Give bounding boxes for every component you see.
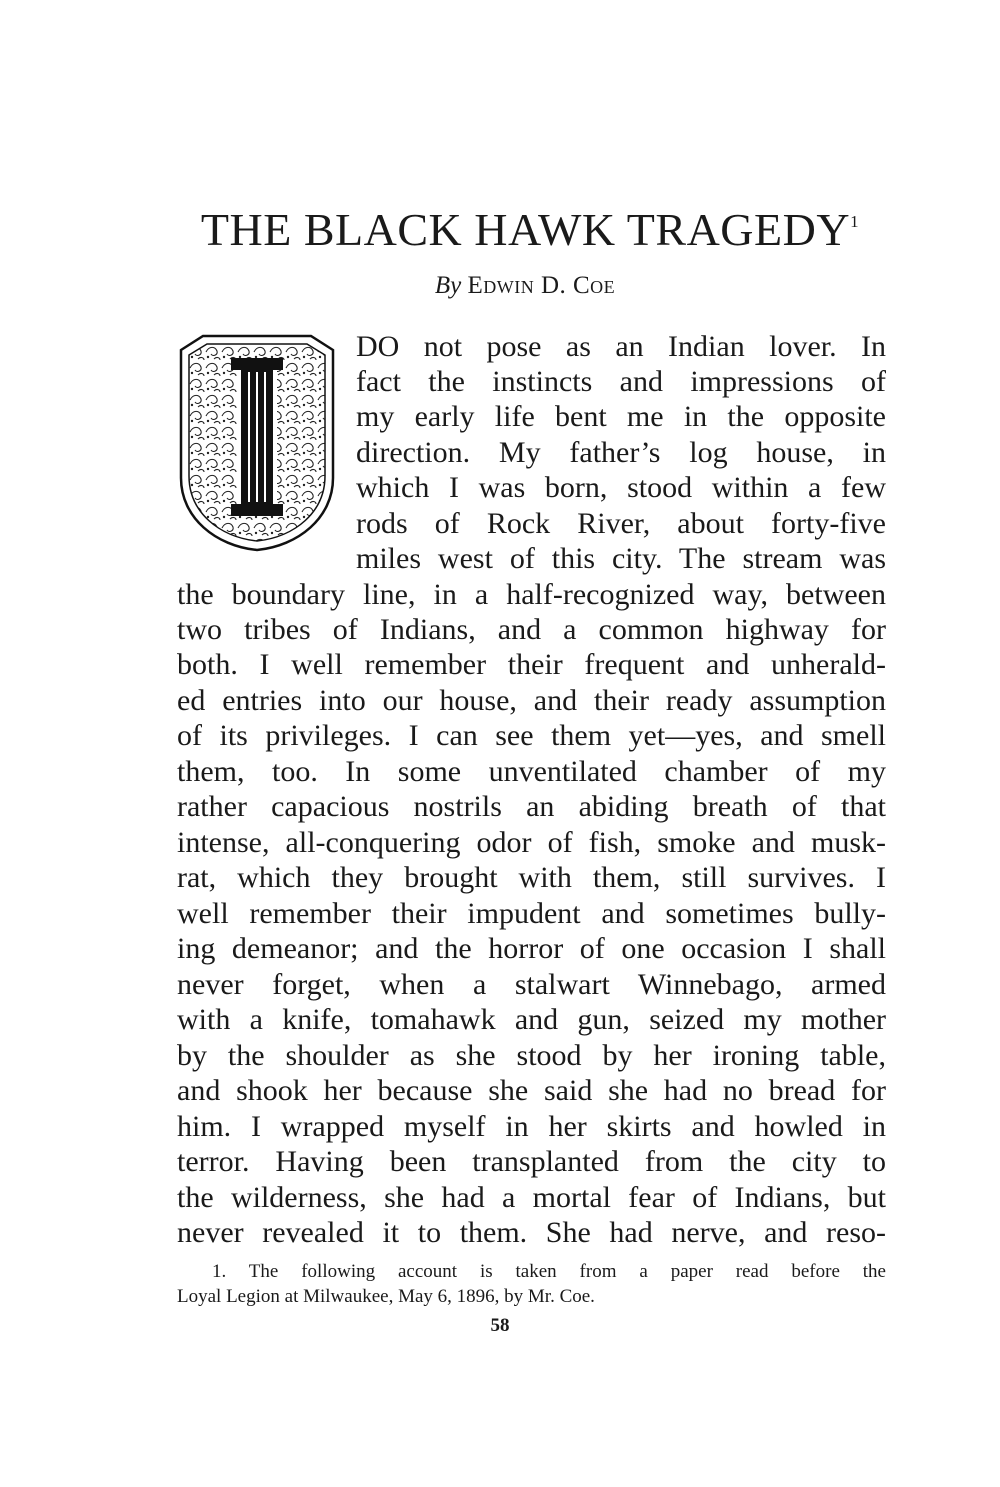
body-line: miles west of this city. The stream was bbox=[356, 542, 886, 575]
body-line: well remember their impudent and sometimes bully- bbox=[177, 897, 886, 930]
body-line: direction. My father’s log house, in bbox=[356, 436, 886, 469]
drop-cap-letter: I bbox=[257, 508, 258, 509]
article-title bbox=[180, 204, 880, 255]
body-line: them, too. In some unventilated chamber of my bbox=[177, 755, 886, 788]
body-line: with a knife, tomahawk and gun, seized my mother bbox=[177, 1003, 886, 1036]
byline bbox=[300, 272, 750, 300]
body-line: which I was born, stood within a few bbox=[356, 471, 886, 504]
body-line: terror. Having been transplanted from the city to bbox=[177, 1145, 886, 1178]
body-line: the wilderness, she had a mortal fear of Indians, but bbox=[177, 1181, 886, 1214]
body-line: ing demeanor; and the horror of one occasion I shall bbox=[177, 932, 886, 965]
body-line: intense, all-conquering odor of fish, smoke and musk- bbox=[177, 826, 886, 859]
body-line: my early life bent me in the opposite bbox=[356, 400, 886, 433]
article-title-text: THE BLACK HAWK TRAGEDY bbox=[200, 204, 851, 255]
body-line: him. I wrapped myself in her skirts and howled in bbox=[177, 1110, 886, 1143]
body-line: DO not pose as an Indian lover. In bbox=[356, 330, 886, 363]
body-line: fact the instincts and impressions of bbox=[356, 365, 886, 398]
byline-author: Edwin D. Coe bbox=[467, 272, 616, 299]
body-line: ed entries into our house, and their ready assumption bbox=[177, 684, 886, 717]
body-line: two tribes of Indians, and a common highway for bbox=[177, 613, 886, 646]
body-line: never forget, when a stalwart Winnebago, armed bbox=[177, 968, 886, 1001]
drop-cap-initial bbox=[173, 328, 341, 554]
body-line: never revealed it to them. She had nerve, and reso- bbox=[177, 1216, 886, 1249]
body-line: rat, which they brought with them, still survives. I bbox=[177, 861, 886, 894]
footnote-line: 1. The following account is taken from a paper read before the bbox=[212, 1261, 886, 1282]
body-line: both. I well remember their frequent and unherald- bbox=[177, 648, 886, 681]
body-line: rods of Rock River, about forty-five bbox=[356, 507, 886, 540]
page-number: 58 bbox=[490, 1315, 510, 1336]
footnote-line: Loyal Legion at Milwaukee, May 6, 1896, by Mr. Coe. bbox=[177, 1286, 595, 1307]
body-line: the boundary line, in a half-recognized way, between bbox=[177, 578, 886, 611]
footnote-marker: 1 bbox=[850, 212, 860, 231]
body-line: rather capacious nostrils an abiding breath of that bbox=[177, 790, 886, 823]
body-line: of its privileges. I can see them yet—yes, and smell bbox=[177, 719, 886, 752]
body-line: and shook her because she said she had no bread for bbox=[177, 1074, 886, 1107]
byline-by: By bbox=[434, 272, 462, 299]
body-line: by the shoulder as she stood by her ironing table, bbox=[177, 1039, 886, 1072]
